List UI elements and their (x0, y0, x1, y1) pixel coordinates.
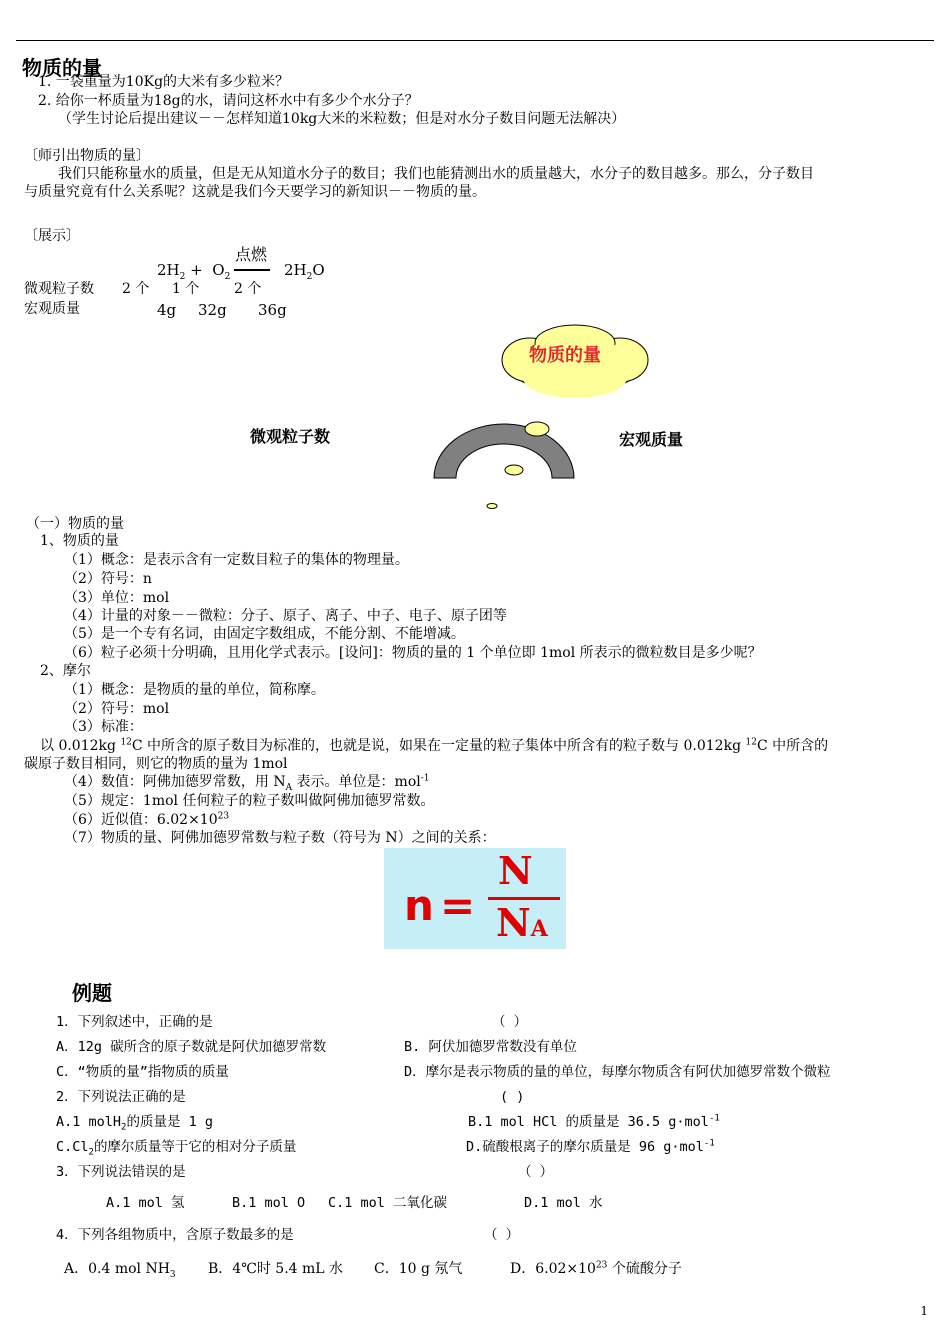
option: C．10 g 氖气 (374, 1261, 463, 1277)
answer-blank: （ ） (492, 1014, 528, 1030)
list-item: （3）单位：mol (64, 590, 170, 606)
list-item: （6）粒子必须十分明确，且用化学式表示。[设问]：物质的量的 1 个单位即 1mol 所表示的微粒数目是多少呢？ (64, 645, 762, 661)
macro-value: 4g (157, 301, 177, 319)
subsection-heading: 2、摩尔 (40, 663, 91, 679)
list-item: （6）近似值：$6.02\times 10^{23}$ (64, 811, 230, 828)
option: A.1 molH$_2$的质量是 1 g (56, 1114, 213, 1133)
list-item: （1）概念：是物质的量的单位，简称摩。 (64, 682, 325, 698)
list-item: （5）规定：1mol 任何粒子的粒子数叫做阿佛加德罗常数。 (64, 793, 435, 809)
option: C．“物质的量”指物质的质量 (56, 1064, 229, 1080)
option: D.硫酸根离子的摩尔质量是 96 g·mol$^{-1}$ (466, 1138, 715, 1155)
reaction-equation: $2H_2 + O_2$ (157, 261, 231, 282)
micro-label: 微观粒子数 (24, 281, 94, 297)
small-cloud (487, 504, 497, 509)
lead-paragraph: 与质量究竟有什么关系呢？这就是我们今天要学习的新知识－－物质的量。 (24, 184, 486, 200)
section-heading: （一）物质的量 (26, 516, 124, 532)
cloud-label: 物质的量 (529, 345, 601, 366)
arch-shape (434, 424, 574, 478)
standard-paragraph: 碳原子数目相同，则它的物质的量为 1mol (24, 756, 288, 772)
formula-numerator: N (498, 848, 533, 893)
reaction-condition: 点燃 (235, 245, 268, 264)
question: 3．下列说法错误的是 (56, 1164, 186, 1180)
formula-denominator: NA (496, 900, 548, 945)
option: B. 阿伏加德罗常数没有单位 (404, 1039, 577, 1055)
micro-value: 1 个 (172, 281, 200, 297)
formula-lhs: n (404, 881, 434, 930)
intro-line: 1. 一袋重量为10Kg的大米有多少粒米？ (38, 74, 290, 90)
option: D．摩尔是表示物质的量的单位，每摩尔物质含有阿伏加德罗常数个微粒 (404, 1064, 831, 1080)
intro-line: （学生讨论后提出建议－－怎样知道10kg大米的米粒数；但是对水分子数目问题无法解决） (58, 111, 626, 127)
list-item: （2）符号：mol (64, 701, 170, 717)
option: $C.Cl_2$的摩尔质量等于它的相对分子质量 (56, 1139, 297, 1158)
option: A．0.4 mol $NH_3$ (64, 1261, 176, 1280)
option: C.1 mol 二氧化碳 (328, 1195, 448, 1211)
diagram-right-label: 宏观质量 (619, 430, 684, 449)
list-item: （4）数值：阿佛加德罗常数，用 $N_A$ 表示。单位是：mol$^{-1}$ (64, 773, 430, 793)
answer-blank: ( ) (500, 1089, 525, 1105)
macro-value: 32g (198, 301, 227, 319)
lead-heading: 〔师引出物质的量〕 (24, 148, 150, 164)
standard-paragraph: 以 0.012kg $^{12}$C 中所含的原子数目为标准的，也就是说，如果在一定量的粒子集体中所含有的粒子数与 0.012kg $^{12}$C 中所含的 (40, 737, 829, 754)
list-item: （5）是一个专有名词，由固定字数组成，不能分割、不能增减。 (64, 626, 465, 642)
header-rule (16, 40, 934, 41)
option: A．12g 碳所含的原子数就是阿伏加德罗常数 (56, 1039, 327, 1055)
question: 1．下列叙述中，正确的是 (56, 1014, 213, 1030)
macro-value: 36g (258, 301, 287, 319)
option: A.1 mol 氢 (106, 1195, 185, 1211)
intro-line: 2. 给你一杯质量为18g的水，请问这杯水中有多少个水分子？ (38, 93, 419, 109)
page-title: 物质的量 (22, 56, 102, 80)
question: 4．下列各组物质中，含原子数最多的是 (56, 1227, 294, 1243)
list-item: （2）符号：n (64, 571, 152, 587)
list-item: （3）标准： (64, 719, 143, 735)
formula-equals: = (440, 881, 476, 930)
question: 2．下列说法正确的是 (56, 1089, 186, 1105)
option: B.1 mol HCl 的质量是 36.5 g·mol$^{-1}$ (468, 1113, 720, 1130)
option: B．4℃时 5.4 mL 水 (208, 1261, 344, 1277)
option: D．$6.02\times 10^{23}$ 个硫酸分子 (510, 1260, 682, 1277)
formula-box (384, 848, 566, 949)
micro-value: 2 个 (122, 281, 150, 297)
micro-value: 2 个 (234, 281, 262, 297)
diagram-left-label: 微观粒子数 (250, 427, 331, 446)
reaction-product: $2H_2O$ (284, 261, 325, 282)
answer-blank: （ ） (518, 1164, 554, 1180)
subsection-heading: 1、物质的量 (40, 533, 119, 549)
page-number: 1 (920, 1304, 928, 1318)
lead-paragraph: 我们只能称量水的质量，但是无从知道水分子的数目；我们也能猜测出水的质量越大，水分子的数目越多。那么，分子数目 (58, 166, 814, 182)
list-item: （4）计量的对象－－微粒：分子、原子、离子、中子、电子、原子团等 (64, 608, 507, 624)
examples-heading: 例题 (72, 981, 112, 1005)
show-heading: 〔展示〕 (24, 228, 80, 244)
small-cloud (525, 422, 549, 436)
equals-sign (234, 269, 270, 271)
list-item: （7）物质的量、阿佛加德罗常数与粒子数（符号为 N）之间的关系： (64, 830, 496, 846)
answer-blank: （ ） (484, 1227, 520, 1243)
list-item: （1）概念：是表示含有一定数目粒子的集体的物理量。 (64, 552, 409, 568)
small-cloud (505, 465, 523, 475)
option: D.1 mol 水 (524, 1195, 603, 1211)
macro-label: 宏观质量 (24, 301, 80, 317)
option: B.1 mol O (232, 1195, 306, 1211)
